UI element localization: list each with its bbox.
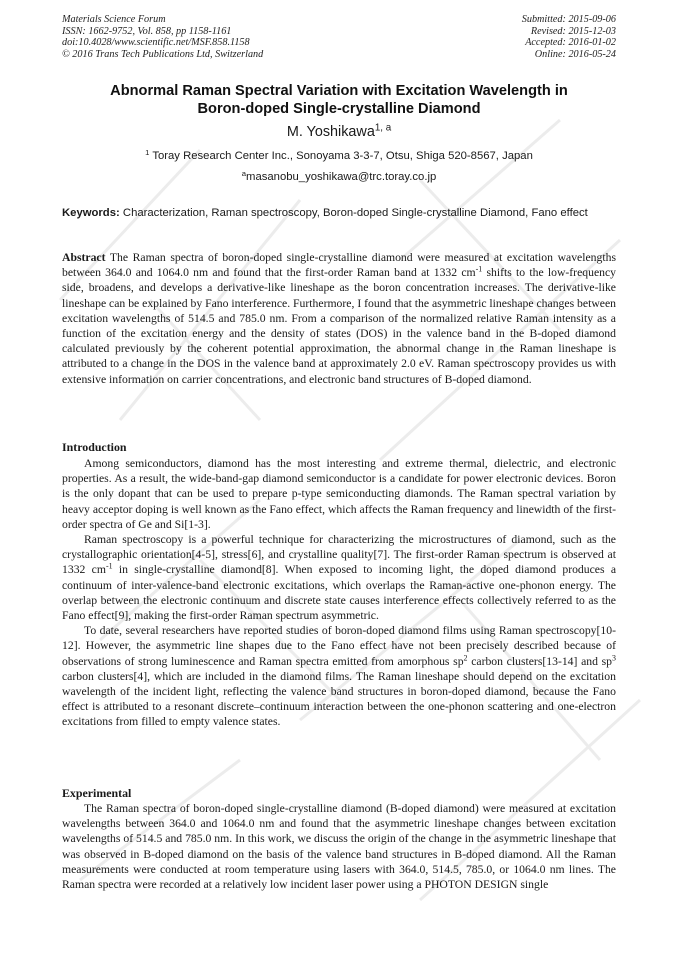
experimental-body <box>62 801 616 892</box>
journal-info <box>62 14 263 60</box>
intro-p2-text-b: in single-crystalline diamond[8]. When exposed to incoming light, the doped diamond produces a continuum of inter-valence-band electronic excitations, which overlaps the Raman-active one-phonon energy. The overlap between the electronic continuum and discrete state causes interference effects collectively referred to as the Fano effect[9], making the first-order Raman spectrum asymmetric. <box>62 563 617 623</box>
keywords <box>62 206 616 221</box>
experimental-heading: Experimental <box>62 786 132 800</box>
intro-p3-text-b: carbon clusters[13-14] and sp <box>467 654 613 668</box>
intro-p2-sup: -1 <box>105 562 113 572</box>
abstract-text-1: The Raman spectra of boron-doped single-crystalline diamond were measured at excitation wavelengths between 364.0 and 1064.0 nm and found that the first-order Raman band at 1332 cm <box>62 251 616 280</box>
title-line-2: Boron-doped Single-crystalline Diamond <box>197 101 481 117</box>
date-accepted: Accepted: 2016-01-02 <box>525 37 616 48</box>
affiliation <box>62 149 616 163</box>
abstract-sup: -1 <box>475 264 483 274</box>
keywords-text: Characterization, Raman spectroscopy, Boron-doped Single-crystalline Diamond, Fano effect <box>119 207 588 219</box>
abstract-text-2: shifts to the low-frequency side, broadens, and develops a derivative-like lineshape as the boron concentration increases. The derivative-like lineshape can be explained by Fano interference. Furthermore, I found that the asymmetric lineshape changes between excitation wavelengths of 514.5 and 785.0 nm. From a comparison of the normalized relative Raman intensity as a function of the excitation energy and the density of states (DOS) in the valence band in the B-doped diamond calculated previously by the coherent potential approximation, the abnormal change in the Raman lineshape is attributed to a change in the DOS in the valence band at approximately 2.0 eV. Raman spectroscopy provides us with extensive information on carrier concentrations, and electronic band structures of B-doped diamond. <box>62 266 617 386</box>
intro-p3-text-c: carbon clusters[4], which are included in the diamond films. The Raman lineshape should depend on the excitation wavelength of the incident light, reflecting the valence band structures in boron-doped diamond, because the Fano effect is attributed to a resonant discrete–continuum interaction between the one-phonon scattering and one-electron excitations from filled to empty valence states. <box>62 669 616 729</box>
introduction-heading: Introduction <box>62 440 127 454</box>
paper-title <box>62 82 616 118</box>
author-email <box>62 170 616 184</box>
submission-dates <box>522 14 616 60</box>
introduction-body <box>62 456 616 730</box>
keywords-label: Keywords: <box>62 207 120 219</box>
date-submitted: Submitted: 2015-09-06 <box>521 14 616 25</box>
affiliation-marker: 1 <box>145 147 150 157</box>
journal-doi: doi:10.4028/www.scientific.net/MSF.858.1158 <box>62 37 250 48</box>
intro-paragraph-1: Among semiconductors, diamond has the most interesting and extreme thermal, dielectric, and electronic properties. As a result, the wide-band-gap diamond semiconductor is a candidate for power electronic devices. Boron is the only dopant that can be used to prepare p-type semiconducting diamonds. The Raman spectral variation by heavy acceptor doping is well known as the Fano effect, which affects the Raman frequency and linewidth of the first-order spectra of Ge and Si[1-3]. <box>62 457 616 531</box>
author-affiliation-marker: 1, a <box>374 122 392 134</box>
date-revised: Revised: 2015-12-03 <box>530 25 616 37</box>
email-marker: a <box>241 168 247 178</box>
intro-p3-sup-1: 2 <box>463 653 468 663</box>
abstract-label: Abstract <box>62 251 106 264</box>
journal-header <box>62 14 616 60</box>
title-line-1: Abnormal Raman Spectral Variation with Excitation Wavelength in <box>110 83 568 99</box>
intro-p3-sup-2: 3 <box>612 653 616 663</box>
abstract <box>62 250 616 387</box>
journal-issn: ISSN: 1662-9752, Vol. 858, pp 1158-1161 <box>62 25 232 37</box>
journal-name: Materials Science Forum <box>62 14 166 25</box>
intro-paragraph-2 <box>62 532 616 623</box>
author-name: M. Yoshikawa <box>286 124 375 140</box>
author-line <box>62 124 616 141</box>
intro-p3-text-a: To date, several researchers have reported studies of boron-doped diamond films using Raman spectroscopy[10-12]. However, the asymmetric line shapes due to the Fano effect have not been precisely described because of observations of strong luminescence and Raman spectra emitted from amorphous sp <box>62 624 616 668</box>
intro-paragraph-3 <box>62 623 616 729</box>
exp-paragraph-1: The Raman spectra of boron-doped single-crystalline diamond (B-doped diamond) were measured at excitation wavelengths between 364.0 and 1064.0 nm and found that the asymmetric lineshape changes between excitation wavelengths of 514.5 and 785.0 nm. In this work, we discuss the origin of the change in the asymmetric lineshape that was observed in B-doped diamond on the basis of the valence band structures in B-doped diamond. All the Raman measurements were conducted at room temperature using lasers with 364.0, 514.5, 785.0, or 1064.0 nm lines. The Raman spectra were recorded at a relatively low incident laser power using a PHOTON DESIGN single <box>62 802 616 892</box>
intro-p2-text-a: Raman spectroscopy is a powerful technique for characterizing the microstructures of diamond, such as the crystallographic orientation[4-5], stress[6], and crystalline quality[7]. The first-order Raman spectrum is observed at 1332 cm <box>62 533 616 577</box>
date-online: Online: 2016-05-24 <box>534 48 616 60</box>
affiliation-text: Toray Research Center Inc., Sonoyama 3-3-7, Otsu, Shiga 520-8567, Japan <box>149 150 533 162</box>
email-address: masanobu_yoshikawa@trc.toray.co.jp <box>246 171 437 183</box>
journal-copyright: © 2016 Trans Tech Publications Ltd, Switzerland <box>62 48 264 60</box>
